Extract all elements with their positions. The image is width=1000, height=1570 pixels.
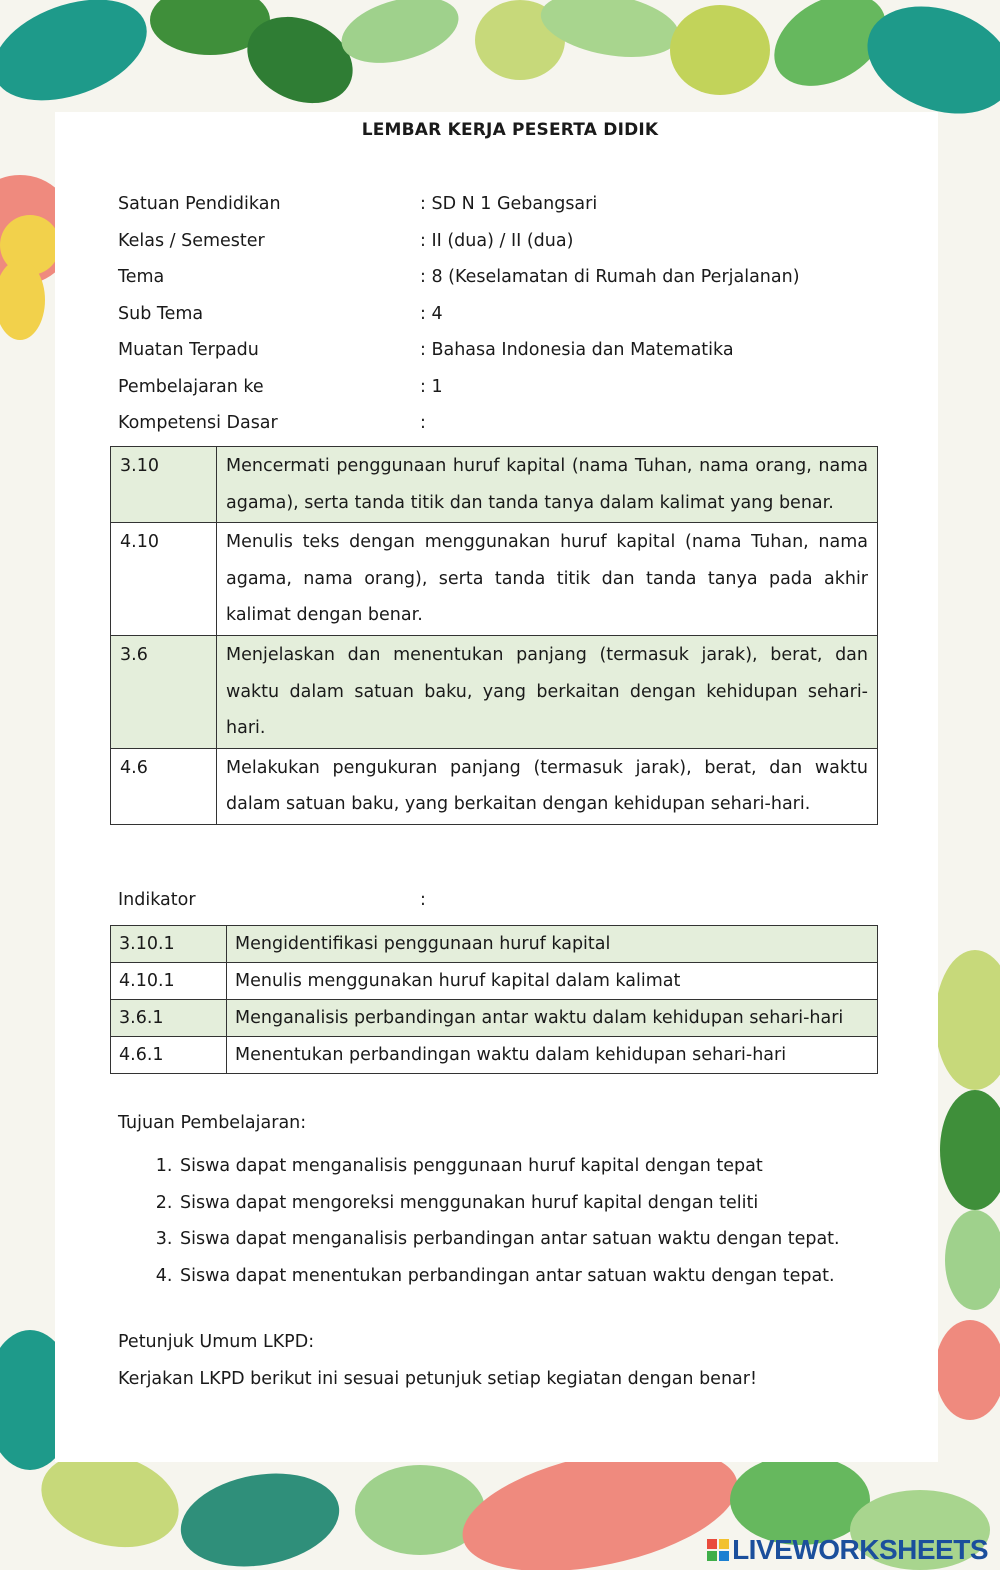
kd-text: Menjelaskan dan menentukan panjang (termasuk jarak), berat, dan waktu dalam satuan baku, yang berkaitan dengan kehidupan sehari-hari. [217, 635, 878, 748]
tujuan-list [118, 1148, 938, 1294]
kd-text: Mencermati penggunaan huruf kapital (nama Tuhan, nama orang, nama agama), serta tanda titik dan tanda tanya dalam kalimat yang benar. [217, 447, 878, 523]
identity-value: : SD N 1 Gebangsari [420, 194, 598, 214]
indikator-colon: : [420, 890, 426, 910]
indikator-text: Mengidentifikasi penggunaan huruf kapital [227, 926, 878, 963]
identity-label: Sub Tema [118, 304, 204, 324]
kd-text: Melakukan pengukuran panjang (termasuk jarak), berat, dan waktu dalam satuan baku, yang berkaitan dengan kehidupan sehari-hari. [217, 748, 878, 824]
table-row [111, 1037, 878, 1074]
table-row [111, 926, 878, 963]
indikator-table [110, 925, 878, 1074]
identity-label: Tema [118, 267, 165, 287]
identity-value: : 4 [420, 304, 443, 324]
kd-code: 3.10 [111, 447, 217, 523]
kd-code: 4.10 [111, 523, 217, 636]
table-row [111, 748, 878, 824]
indikator-text: Menganalisis perbandingan antar waktu dalam kehidupan sehari-hari [227, 1000, 878, 1037]
kompetensi-dasar-table [110, 446, 878, 825]
identity-label: Satuan Pendidikan [118, 194, 281, 214]
identity-value: : 1 [420, 377, 443, 397]
list-item: 1. Siswa dapat menganalisis penggunaan huruf kapital dengan tepat [178, 1148, 938, 1185]
kd-text: Menulis teks dengan menggunakan huruf kapital (nama Tuhan, nama agama, nama orang), serta tanda titik dan tanda tanya pada akhir kalimat dengan benar. [217, 523, 878, 636]
petunjuk-text: Kerjakan LKPD berikut ini sesuai petunjuk setiap kegiatan dengan benar! [118, 1369, 757, 1389]
table-row [111, 447, 878, 523]
list-item: 3. Siswa dapat menganalisis perbandingan antar satuan waktu dengan tepat. [178, 1221, 938, 1258]
identity-label: Muatan Terpadu [118, 340, 259, 360]
indikator-text: Menentukan perbandingan waktu dalam kehidupan sehari-hari [227, 1037, 878, 1074]
indikator-text: Menulis menggunakan huruf kapital dalam kalimat [227, 963, 878, 1000]
identity-value: : [420, 413, 426, 433]
watermark-text: LIVEWORKSHEETS [732, 1534, 988, 1565]
indikator-code: 3.10.1 [111, 926, 227, 963]
petunjuk-heading: Petunjuk Umum LKPD: [118, 1332, 315, 1352]
kd-code: 4.6 [111, 748, 217, 824]
identity-label: Pembelajaran ke [118, 377, 264, 397]
tujuan-heading: Tujuan Pembelajaran: [118, 1113, 307, 1133]
liveworksheets-watermark [707, 1534, 988, 1566]
identity-value: : II (dua) / II (dua) [420, 231, 574, 251]
indikator-label: Indikator [118, 890, 196, 910]
liveworksheets-logo-icon [707, 1539, 729, 1561]
identity-label: Kompetensi Dasar [118, 413, 278, 433]
identity-value: : Bahasa Indonesia dan Matematika [420, 340, 734, 360]
list-item: 4. Siswa dapat menentukan perbandingan antar satuan waktu dengan tepat. [178, 1258, 938, 1295]
table-row [111, 963, 878, 1000]
list-item: 2. Siswa dapat mengoreksi menggunakan huruf kapital dengan teliti [178, 1185, 938, 1222]
table-row [111, 1000, 878, 1037]
indikator-code: 3.6.1 [111, 1000, 227, 1037]
indikator-code: 4.10.1 [111, 963, 227, 1000]
indikator-code: 4.6.1 [111, 1037, 227, 1074]
page-title: LEMBAR KERJA PESERTA DIDIK [361, 120, 659, 140]
identity-label: Kelas / Semester [118, 231, 265, 251]
table-row [111, 523, 878, 636]
table-row [111, 635, 878, 748]
identity-value: : 8 (Keselamatan di Rumah dan Perjalanan) [420, 267, 800, 287]
kd-code: 3.6 [111, 635, 217, 748]
